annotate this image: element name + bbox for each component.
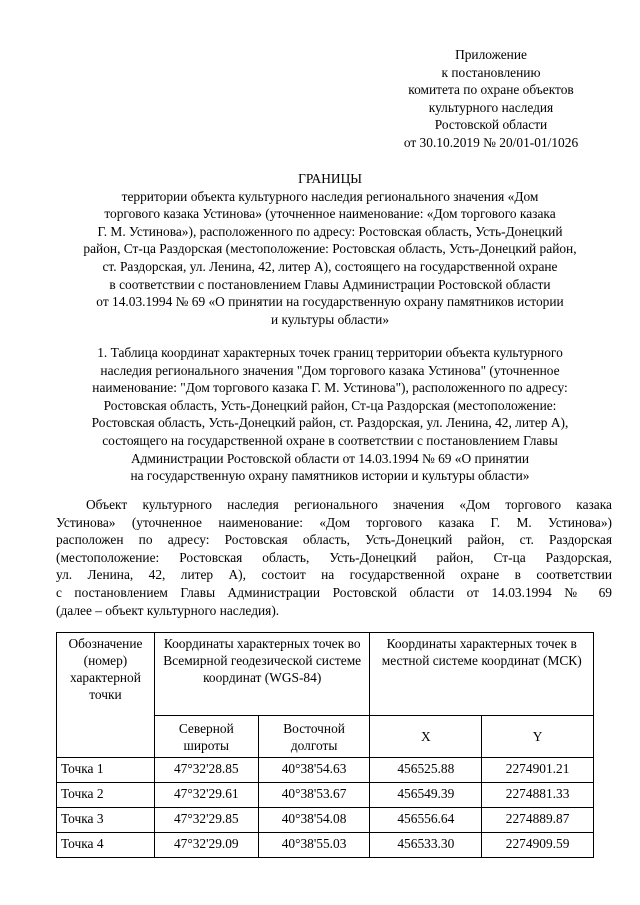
title-line: в соответствии с постановлением Главы Администрации Ростовской области: [109, 276, 551, 292]
table-row: [57, 758, 594, 783]
cell-y: 2274909.59: [482, 833, 594, 858]
title-line: район, Ст-ца Раздорская (местоположение: Ростовская область, Усть-Донецкий район,: [83, 241, 577, 257]
title-line: ст. Раздорская, ул. Ленина, 42, литер А), состоящего на государственной охране: [102, 258, 558, 274]
cell-y: 2274881.33: [482, 783, 594, 808]
title-block: [60, 170, 600, 328]
table-row: [57, 833, 594, 858]
header-north: Северной широты: [154, 716, 258, 758]
appendix-line: комитета по охране объектов: [408, 82, 574, 98]
table-header-row: [57, 633, 594, 716]
paragraph-line: ул. Ленина, 42, литер А), состоит на государственной охране в соответствии: [56, 567, 612, 583]
title-line: Г. М. Устинова»), расположенного по адресу: Ростовская область, Усть-Донецкий: [97, 223, 563, 239]
paragraph-line: Устинова» (уточненное наименование: «Дом торгового казака Г. М. Устинова»): [56, 514, 612, 530]
cell-x: 456533.30: [370, 833, 482, 858]
section-line: на государственную охрану памятников истории и культуры области»: [130, 468, 530, 484]
section-line: Ростовская область, Усть-Донецкий район, Ст-ца Раздорская (местоположение:: [103, 397, 557, 413]
cell-x: 456556.64: [370, 808, 482, 833]
paragraph-line: с постановлением Главы Администрации Ростовской области от 14.03.1994 № 69: [56, 584, 612, 600]
header-point: Обозначение (номер) характерной точки: [57, 633, 155, 758]
header-east: Восточной долготы: [258, 716, 370, 758]
cell-x: 456549.39: [370, 783, 482, 808]
header-wgs: Координаты характерных точек во Всемирной геодезической системе координат (WGS-84): [154, 633, 370, 716]
cell-east: 40°38'54.63: [258, 758, 370, 783]
cell-point-name: Точка 1: [57, 758, 155, 783]
header-x: X: [370, 716, 482, 758]
cell-north: 47°32'28.85: [154, 758, 258, 783]
paragraph-line: (местоположение: Ростовская область, Усть-Донецкий район, Ст-ца Раздорская,: [56, 549, 612, 565]
paragraph-line: расположен по адресу: Ростовская область, Усть-Донецкий район, ст. Раздорская: [56, 532, 612, 548]
cell-north: 47°32'29.85: [154, 808, 258, 833]
cell-point-name: Точка 2: [57, 783, 155, 808]
appendix-block: [338, 46, 640, 152]
header-y: Y: [482, 716, 594, 758]
cell-x: 456525.88: [370, 758, 482, 783]
title-line: торгового казака Устинова» (уточненное наименование: «Дом торгового казака: [104, 206, 556, 222]
cell-east: 40°38'54.08: [258, 808, 370, 833]
cell-north: 47°32'29.09: [154, 833, 258, 858]
section-line: наследия регионального значения "Дом торгового казака Устинова" (уточненное: [100, 362, 560, 378]
cell-y: 2274889.87: [482, 808, 594, 833]
cell-point-name: Точка 4: [57, 833, 155, 858]
title-line: территории объекта культурного наследия регионального значения «Дом: [121, 188, 539, 204]
table-row: [57, 783, 594, 808]
header-msk: Координаты характерных точек в местной системе координат (МСК): [370, 633, 594, 716]
appendix-line: от 30.10.2019 № 20/01-01/1026: [403, 134, 579, 150]
section-line: наименование: "Дом торгового казака Г. М. Устинова"), расположенного по адресу:: [92, 380, 568, 396]
section-line: состоящего на государственной охране в соответствии с постановлением Главы: [102, 432, 558, 448]
appendix-line: к постановлению: [441, 64, 541, 80]
section-line: Администрации Ростовской области от 14.03.1994 № 69 «О принятии: [130, 450, 530, 466]
section-heading: [56, 344, 604, 485]
section-line: 1. Таблица координат характерных точек границ территории объекта культурного: [97, 345, 563, 360]
cell-y: 2274901.21: [482, 758, 594, 783]
appendix-line: Ростовской области: [434, 117, 548, 133]
appendix-line: культурного наследия: [428, 99, 554, 115]
document-heading: ГРАНИЦЫ: [298, 171, 362, 186]
cell-east: 40°38'55.03: [258, 833, 370, 858]
cell-point-name: Точка 3: [57, 808, 155, 833]
paragraph-line: Объект культурного наследия регионального значения «Дом торгового казака: [86, 497, 612, 512]
appendix-line: Приложение: [455, 47, 527, 62]
section-line: Ростовская область, Усть-Донецкий район, ст. Раздорская, ул. Ленина, 42, литер А),: [91, 415, 569, 431]
table-row: [57, 808, 594, 833]
body-paragraph: [56, 496, 612, 619]
title-line: и культуры области»: [270, 311, 390, 327]
title-line: от 14.03.1994 № 69 «О принятии на государственную охрану памятников истории: [96, 294, 564, 310]
paragraph-line: (далее – объект культурного наследия).: [56, 602, 280, 618]
cell-north: 47°32'29.61: [154, 783, 258, 808]
cell-east: 40°38'53.67: [258, 783, 370, 808]
coordinates-table: [56, 632, 594, 858]
